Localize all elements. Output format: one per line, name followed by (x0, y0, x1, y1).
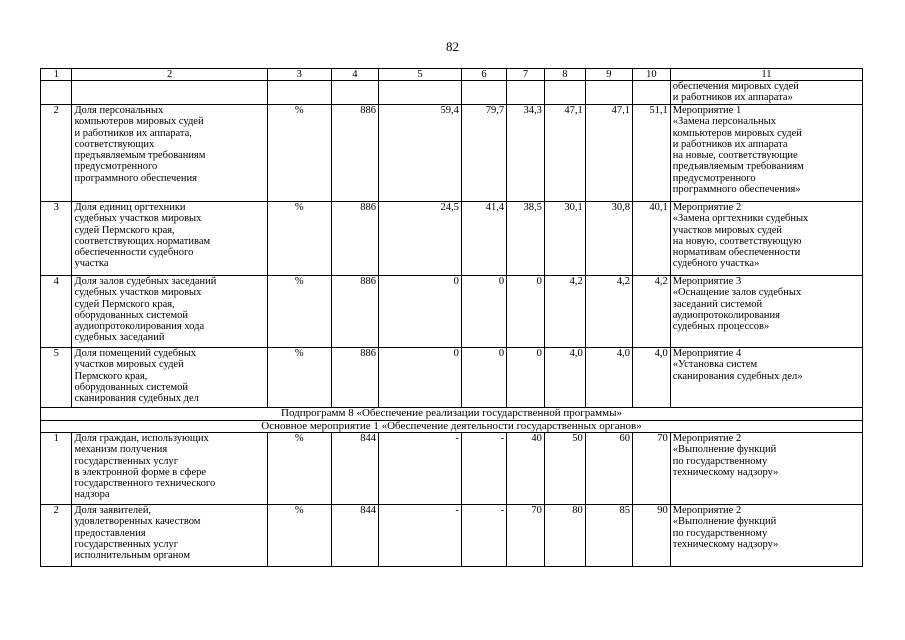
event-cell: Мероприятие 4 «Установка систем сканирования судебных дел» (670, 348, 862, 408)
value-cell: 90 (633, 505, 671, 567)
value-cell: 60 (585, 433, 632, 505)
unit-cell: % (267, 105, 331, 202)
column-number: 10 (633, 69, 671, 81)
row-number: 3 (41, 202, 72, 276)
column-number: 3 (267, 69, 331, 81)
table-row (41, 202, 863, 276)
value-cell: 0 (379, 348, 462, 408)
subprogram-title-row (41, 408, 863, 421)
row-number: 5 (41, 348, 72, 408)
code-cell: 886 (331, 202, 378, 276)
value-cell: 80 (544, 505, 585, 567)
indicators-table (40, 68, 863, 567)
column-number: 11 (670, 69, 862, 81)
value-cell: - (379, 505, 462, 567)
event-cell: Мероприятие 2 «Выполнение функций по государственному техническому надзору» (670, 505, 862, 567)
indicator-name: Доля залов судебных заседаний судебных участков мировых судей Пермского края, оборудованных системой аудиопротоколирования хода судебных заседаний (72, 276, 267, 348)
value-cell: 0 (461, 276, 506, 348)
code-cell: 886 (331, 348, 378, 408)
value-cell: 4,2 (633, 276, 671, 348)
unit-cell: % (267, 433, 331, 505)
column-number: 2 (72, 69, 267, 81)
row-number: 2 (41, 105, 72, 202)
table-row (41, 105, 863, 202)
row-number: 1 (41, 433, 72, 505)
column-number: 7 (507, 69, 545, 81)
unit-cell: % (267, 202, 331, 276)
value-cell: 0 (507, 276, 545, 348)
event-cell: Мероприятие 1 «Замена персональных компьютеров мировых судей и работников их аппарата на новые, соответствующие предъявляемым требованиям предусмотренного программного обеспечения» (670, 105, 862, 202)
value-cell: 41,4 (461, 202, 506, 276)
value-cell: 79,7 (461, 105, 506, 202)
column-number: 5 (379, 69, 462, 81)
value-cell: 47,1 (585, 105, 632, 202)
unit-cell: % (267, 276, 331, 348)
value-cell: 34,3 (507, 105, 545, 202)
value-cell: 4,0 (544, 348, 585, 408)
indicator-name: Доля единиц оргтехники судебных участков мировых судей Пермского края, соответствующих нормативам обеспеченности судебного участка (72, 202, 267, 276)
value-cell: 4,0 (633, 348, 671, 408)
row-number: 2 (41, 505, 72, 567)
table-row (41, 276, 863, 348)
value-cell: 59,4 (379, 105, 462, 202)
column-number: 6 (461, 69, 506, 81)
table-row (41, 433, 863, 505)
main-event-title: Основное мероприятие 1 «Обеспечение деятельности государственных органов» (41, 420, 863, 433)
value-cell: 4,2 (585, 276, 632, 348)
table-row (41, 348, 863, 408)
column-number: 9 (585, 69, 632, 81)
code-cell: 886 (331, 105, 378, 202)
column-number: 8 (544, 69, 585, 81)
page-number: 82 (446, 39, 459, 54)
code-cell: 844 (331, 433, 378, 505)
code-cell: 886 (331, 276, 378, 348)
indicator-name: Доля помещений судебных участков мировых судей Пермского края, оборудованных системой сканирования судебных дел (72, 348, 267, 408)
continuation-row (41, 81, 863, 105)
column-number: 4 (331, 69, 378, 81)
value-cell: 30,1 (544, 202, 585, 276)
value-cell: - (461, 433, 506, 505)
value-cell: 0 (379, 276, 462, 348)
value-cell: 0 (507, 348, 545, 408)
value-cell: 50 (544, 433, 585, 505)
event-cell: Мероприятие 2 «Выполнение функций по государственному техническому надзору» (670, 433, 862, 505)
value-cell: 70 (633, 433, 671, 505)
event-cell: Мероприятие 2 «Замена оргтехники судебных участков мировых судей на новую, соответствующую нормативам обеспеченности судебного участка» (670, 202, 862, 276)
value-cell: 4,2 (544, 276, 585, 348)
value-cell: 30,8 (585, 202, 632, 276)
indicator-name: Доля граждан, использующих механизм получения государственных услуг в электронной форме в сфере государственного технического надзора (72, 433, 267, 505)
code-cell: 844 (331, 505, 378, 567)
value-cell: 38,5 (507, 202, 545, 276)
indicator-name: Доля заявителей, удовлетворенных качеством предоставления государственных услуг исполнительным органом (72, 505, 267, 567)
value-cell: 40,1 (633, 202, 671, 276)
value-cell: 85 (585, 505, 632, 567)
unit-cell: % (267, 348, 331, 408)
value-cell: 70 (507, 505, 545, 567)
value-cell: 0 (461, 348, 506, 408)
event-cell: Мероприятие 3 «Оснащение залов судебных заседаний системой аудиопротоколирования судебных процессов» (670, 276, 862, 348)
table-row (41, 505, 863, 567)
value-cell: - (379, 433, 462, 505)
row-number: 4 (41, 276, 72, 348)
unit-cell: % (267, 505, 331, 567)
value-cell: 4,0 (585, 348, 632, 408)
column-number-row (41, 69, 863, 81)
indicator-name: Доля персональных компьютеров мировых судей и работников их аппарата, соответствующих предъявляемым требованиям предусмотренного программного обеспечения (72, 105, 267, 202)
value-cell: 24,5 (379, 202, 462, 276)
value-cell: - (461, 505, 506, 567)
continuation-text: обеспечения мировых судей и работников их аппарата» (670, 81, 862, 105)
main-event-title-row (41, 420, 863, 433)
value-cell: 51,1 (633, 105, 671, 202)
subprogram-title: Подпрограмм 8 «Обеспечение реализации государственной программы» (41, 408, 863, 421)
column-number: 1 (41, 69, 72, 81)
value-cell: 40 (507, 433, 545, 505)
value-cell: 47,1 (544, 105, 585, 202)
